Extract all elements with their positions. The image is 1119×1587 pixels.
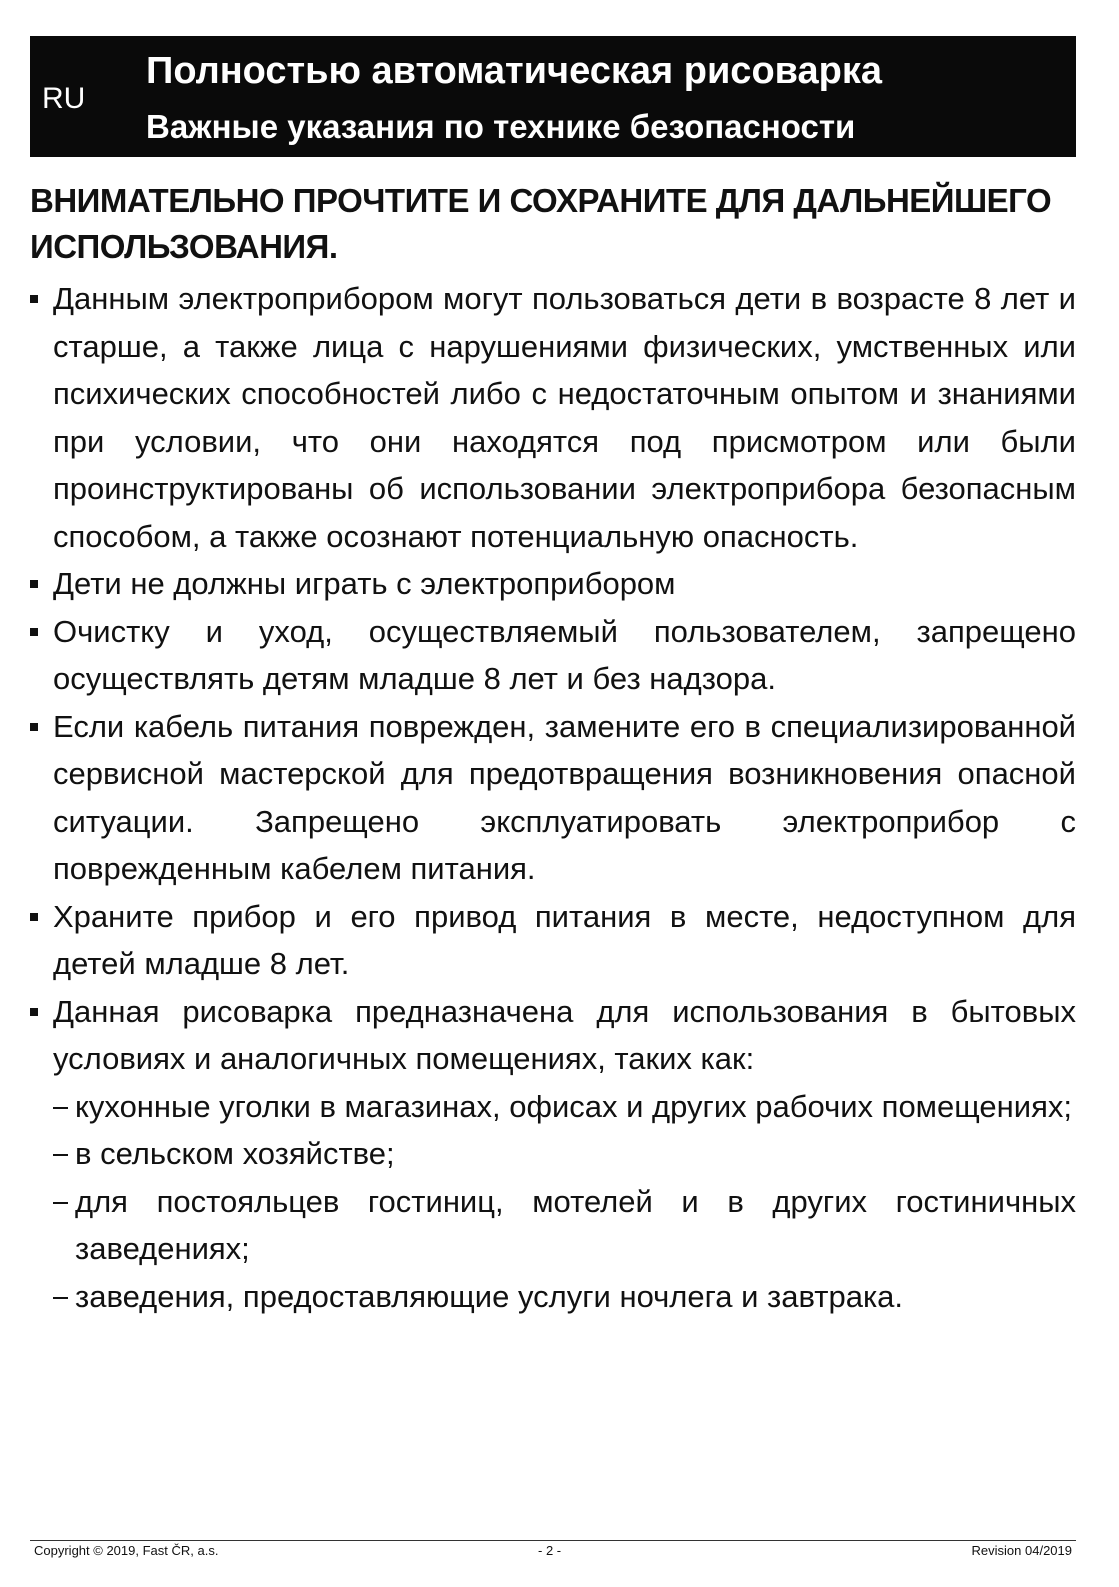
sub-list-item xyxy=(30,1273,1076,1321)
list-item-text: Очистку и уход, осуществляемый пользователем, запрещено осуществлять детям младше 8 лет и без надзора. xyxy=(53,613,1076,696)
sub-list-item-text: в сельском хозяйстве; xyxy=(75,1136,395,1171)
header-band xyxy=(30,36,1076,157)
list-item xyxy=(30,560,1076,608)
sub-list-item-text: для постояльцев гостиниц, мотелей и в других гостиничных заведениях; xyxy=(75,1183,1076,1266)
square-bullet-icon xyxy=(30,628,38,636)
page-footer xyxy=(30,1543,1076,1567)
sub-list-item xyxy=(30,1083,1076,1131)
sub-list-item-text: кухонные уголки в магазинах, офисах и других рабочих помещениях; xyxy=(75,1088,1072,1124)
dash-bullet-icon xyxy=(53,1107,68,1109)
sub-list-item-text: заведения, предоставляющие услуги ночлега и завтрака. xyxy=(75,1278,904,1314)
list-item xyxy=(30,988,1076,1321)
safety-instructions-list xyxy=(30,275,1076,1320)
list-item-text: Если кабель питания поврежден, замените его в специализированной сервисной мастерской для предотвращения возникновения опасной ситуации. Запрещено эксплуатировать электроприбор с поврежденным кабелем питания. xyxy=(53,708,1076,886)
list-item xyxy=(30,275,1076,560)
page-number: - 2 - xyxy=(538,1543,562,1558)
revision-text: Revision 04/2019 xyxy=(971,1543,1072,1558)
list-item-text: Данная рисоварка предназначена для использования в бытовых условиях и аналогичных помещениях, таких как: xyxy=(53,993,1076,1076)
dash-bullet-icon xyxy=(53,1202,68,1204)
list-item-text: Данным электроприбором могут пользоваться дети в возрасте 8 лет и старше, а также лица с нарушениями физических, умственных или психических способностей либо с недостаточным опытом и знаниями при условии, что они находятся под присмотром или были проинструктированы об использовании электроприбора безопасным способом, а также осознают потенциальную опасность. xyxy=(53,281,1076,554)
document-title: Полностью автоматическая рисоварка xyxy=(146,50,883,92)
list-item xyxy=(30,893,1076,988)
square-bullet-icon xyxy=(30,1008,38,1016)
square-bullet-icon xyxy=(30,723,38,731)
list-item xyxy=(30,703,1076,893)
document-subtitle: Важные указания по технике безопасности xyxy=(146,108,856,145)
list-item-text: Храните прибор и его привод питания в месте, недоступном для детей младше 8 лет. xyxy=(53,898,1076,981)
square-bullet-icon xyxy=(30,295,38,303)
square-bullet-icon xyxy=(30,913,38,921)
sub-list-item xyxy=(30,1178,1076,1273)
premises-sub-list xyxy=(30,1083,1076,1321)
copyright-text: Copyright © 2019, Fast ČR, a.s. xyxy=(34,1543,219,1558)
dash-bullet-icon xyxy=(53,1154,68,1156)
sub-list-item xyxy=(30,1130,1076,1178)
list-item xyxy=(30,608,1076,703)
list-item-text: Дети не должны играть с электроприбором xyxy=(53,566,676,601)
footer-divider xyxy=(30,1540,1076,1541)
square-bullet-icon xyxy=(30,580,38,588)
dash-bullet-icon xyxy=(53,1297,68,1299)
language-code: RU xyxy=(42,82,86,115)
section-heading: ВНИМАТЕЛЬНО ПРОЧТИТЕ И СОХРАНИТЕ ДЛЯ ДАЛЬНЕЙШЕГО ИСПОЛЬЗОВАНИЯ. xyxy=(30,182,1052,265)
